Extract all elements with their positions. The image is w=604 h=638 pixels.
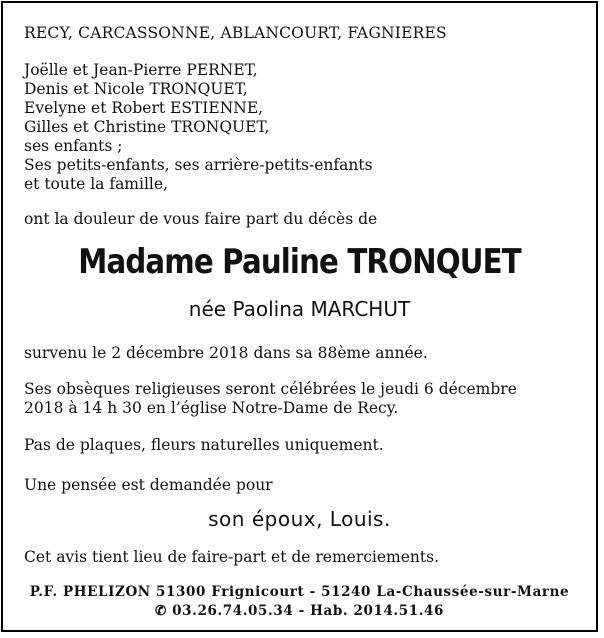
family-line: ses enfants ; xyxy=(24,137,123,155)
closing-note: Cet avis tient lieu de faire-part et de remerciements. xyxy=(24,548,440,566)
obituary-notice xyxy=(1,1,598,632)
thought-request: Une pensée est demandée pour xyxy=(24,476,273,494)
funeral-home-phone: ✆ 03.26.74.05.34 - Hab. 2014.51.46 xyxy=(154,603,445,619)
family-line: Joëlle et Jean-Pierre PERNET, xyxy=(24,61,258,79)
deceased-name: Madame Pauline TRONQUET xyxy=(78,242,521,282)
flowers-note: Pas de plaques, fleurs naturelles uniquement. xyxy=(24,436,384,454)
husband-name: son époux, Louis. xyxy=(208,507,391,531)
funeral-home-footer xyxy=(3,583,596,621)
locations-header: RECY, CARCASSONNE, ABLANCOURT, FAGNIERES xyxy=(24,24,447,42)
family-line: Evelyne et Robert ESTIENNE, xyxy=(24,99,264,117)
death-info: survenu le 2 décembre 2018 dans sa 88ème année. xyxy=(24,344,428,362)
family-line: Gilles et Christine TRONQUET, xyxy=(24,118,270,136)
family-line: et toute la famille, xyxy=(24,175,168,193)
funeral-details xyxy=(24,380,517,418)
birth-name: née Paolina MARCHUT xyxy=(188,297,411,321)
announcement-intro: ont la douleur de vous faire part du décès de xyxy=(24,210,378,228)
family-list xyxy=(24,61,373,194)
family-line: Ses petits-enfants, ses arrière-petits-enfants xyxy=(24,156,373,174)
funeral-line: Ses obsèques religieuses seront célébrées le jeudi 6 décembre xyxy=(24,380,517,398)
funeral-home-address: P.F. PHELIZON 51300 Frignicourt - 51240 La-Chaussée-sur-Marne xyxy=(29,584,570,600)
funeral-line: 2018 à 14 h 30 en l’église Notre-Dame de Recy. xyxy=(24,399,399,417)
family-line: Denis et Nicole TRONQUET, xyxy=(24,80,248,98)
